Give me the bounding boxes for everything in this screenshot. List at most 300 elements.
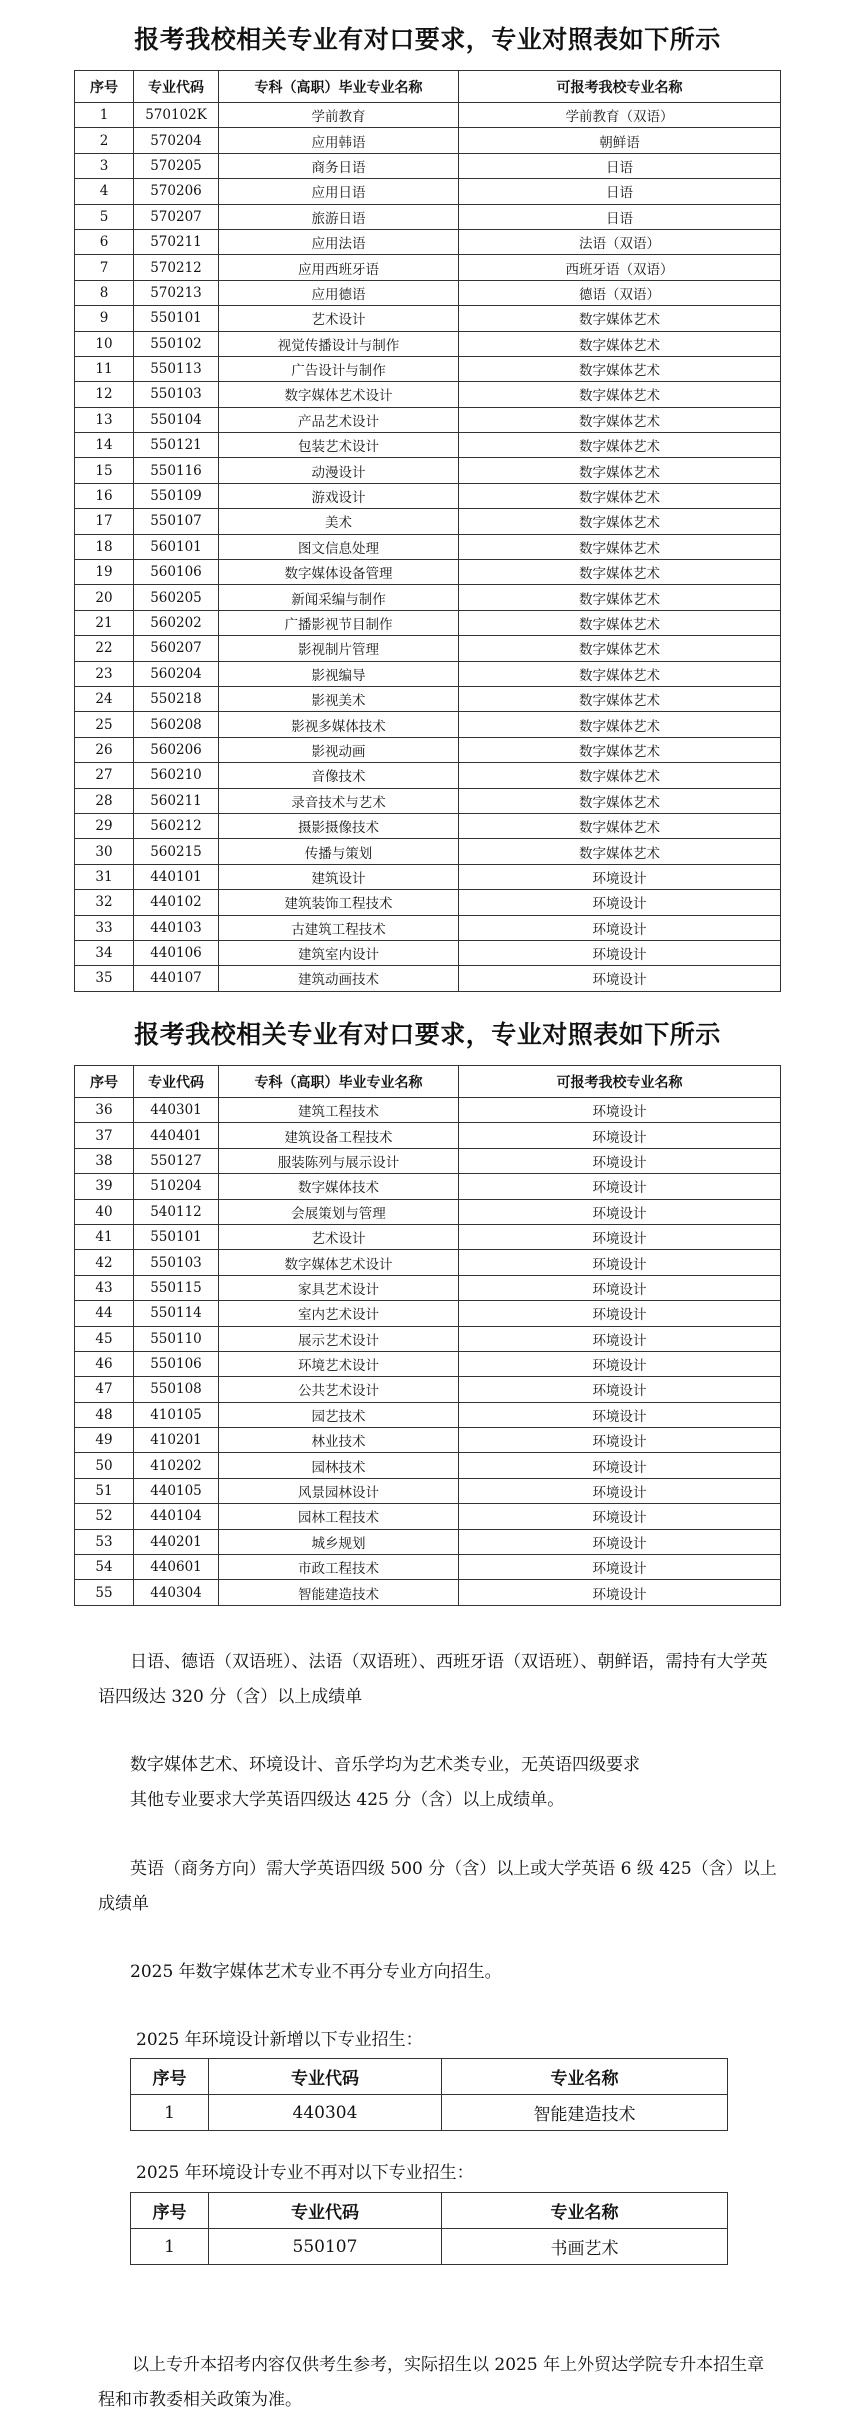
- cell-source-major: 建筑设计: [219, 864, 459, 889]
- table-row: [75, 1275, 781, 1300]
- cell-code: 440101: [134, 864, 219, 889]
- cell-seq: 36: [75, 1098, 134, 1123]
- table-row: [75, 915, 781, 940]
- cell-code: 560202: [134, 610, 219, 635]
- cell-target-major: 环境设计: [459, 1301, 781, 1326]
- cell-target-major: 环境设计: [459, 1351, 781, 1376]
- cell-source-major: 环境艺术设计: [219, 1351, 459, 1376]
- table-row: [75, 1555, 781, 1580]
- cell-target-major: 日语: [459, 204, 781, 229]
- cell-code: 440304: [209, 2095, 442, 2131]
- cell-source-major: 学前教育: [219, 103, 459, 128]
- cell-seq: 54: [75, 1555, 134, 1580]
- cell-code: 410202: [134, 1453, 219, 1478]
- cell-target-major: 数字媒体艺术: [459, 788, 781, 813]
- cell-target-major: 数字媒体艺术: [459, 560, 781, 585]
- cell-code: 560204: [134, 661, 219, 686]
- cell-target-major: 环境设计: [459, 890, 781, 915]
- cell-source-major: 产品艺术设计: [219, 407, 459, 432]
- cell-source-major: 园林技术: [219, 1453, 459, 1478]
- cell-name: 智能建造技术: [442, 2095, 728, 2131]
- cell-code: 560206: [134, 737, 219, 762]
- cell-target-major: 环境设计: [459, 1199, 781, 1224]
- cell-seq: 29: [75, 813, 134, 838]
- cell-code: 570207: [134, 204, 219, 229]
- cell-target-major: 环境设计: [459, 1377, 781, 1402]
- table-row: [75, 1504, 781, 1529]
- cell-code: 570213: [134, 280, 219, 305]
- cell-source-major: 游戏设计: [219, 483, 459, 508]
- table-row: [75, 103, 781, 128]
- cell-target-major: 环境设计: [459, 1428, 781, 1453]
- table-row: [75, 890, 781, 915]
- cell-seq: 15: [75, 458, 134, 483]
- cell-code: 550127: [134, 1148, 219, 1173]
- table-row: [75, 280, 781, 305]
- cell-source-major: 数字媒体艺术设计: [219, 1250, 459, 1275]
- table-row: [75, 1377, 781, 1402]
- cell-name: 书画艺术: [442, 2229, 728, 2265]
- cell-target-major: 法语（双语）: [459, 229, 781, 254]
- table-row: [75, 636, 781, 661]
- cell-source-major: 应用韩语: [219, 128, 459, 153]
- table-row: [75, 940, 781, 965]
- table-row: [75, 864, 781, 889]
- cell-source-major: 会展策划与管理: [219, 1199, 459, 1224]
- cell-code: 440102: [134, 890, 219, 915]
- cell-source-major: 录音技术与艺术: [219, 788, 459, 813]
- cell-target-major: 环境设计: [459, 1224, 781, 1249]
- cell-target-major: 数字媒体艺术: [459, 509, 781, 534]
- cell-target-major: 西班牙语（双语）: [459, 255, 781, 280]
- major-comparison-table-2: [74, 1065, 781, 1606]
- cell-code: 570102K: [134, 103, 219, 128]
- cell-target-major: 学前教育（双语）: [459, 103, 781, 128]
- cell-source-major: 城乡规划: [219, 1529, 459, 1554]
- cell-seq: 27: [75, 763, 134, 788]
- table-row: [75, 1351, 781, 1376]
- table-row: [75, 458, 781, 483]
- cell-code: 560210: [134, 763, 219, 788]
- new-majors-table: [130, 2058, 728, 2131]
- cell-source-major: 新闻采编与制作: [219, 585, 459, 610]
- cell-code: 560211: [134, 788, 219, 813]
- cell-target-major: 数字媒体艺术: [459, 407, 781, 432]
- cell-source-major: 林业技术: [219, 1428, 459, 1453]
- cell-target-major: 数字媒体艺术: [459, 712, 781, 737]
- table-row: [75, 813, 781, 838]
- cell-seq: 5: [75, 204, 134, 229]
- cell-target-major: 数字媒体艺术: [459, 483, 781, 508]
- cell-code: 550106: [134, 1351, 219, 1376]
- header-source-major: 专科（高职）毕业专业名称: [219, 71, 459, 103]
- cell-target-major: 环境设计: [459, 1478, 781, 1503]
- note-art-majors: 数字媒体艺术、环境设计、音乐学均为艺术类专业，无英语四级要求: [130, 1755, 640, 1775]
- header-target-major: 可报考我校专业名称: [459, 1066, 781, 1098]
- table-row: [75, 1428, 781, 1453]
- cell-seq: 55: [75, 1580, 134, 1605]
- cell-seq: 39: [75, 1174, 134, 1199]
- cell-source-major: 传播与策划: [219, 839, 459, 864]
- cell-source-major: 应用法语: [219, 229, 459, 254]
- cell-seq: 41: [75, 1224, 134, 1249]
- cell-source-major: 室内艺术设计: [219, 1301, 459, 1326]
- cell-seq: 43: [75, 1275, 134, 1300]
- table-row: [75, 788, 781, 813]
- table-row: [75, 1199, 781, 1224]
- cell-source-major: 广播影视节目制作: [219, 610, 459, 635]
- table-row: [75, 1478, 781, 1503]
- small-header-seq: 序号: [131, 2193, 209, 2229]
- cell-target-major: 环境设计: [459, 864, 781, 889]
- table-row: [75, 204, 781, 229]
- cell-source-major: 影视美术: [219, 686, 459, 711]
- cell-target-major: 德语（双语）: [459, 280, 781, 305]
- cell-seq: 11: [75, 356, 134, 381]
- cell-code: 550109: [134, 483, 219, 508]
- header-seq: 序号: [75, 71, 134, 103]
- cell-code: 440304: [134, 1580, 219, 1605]
- cell-source-major: 应用德语: [219, 280, 459, 305]
- table-row: [131, 2229, 728, 2265]
- cell-source-major: 数字媒体技术: [219, 1174, 459, 1199]
- removed-majors-table: [130, 2192, 728, 2265]
- cell-code: 560205: [134, 585, 219, 610]
- cell-target-major: 数字媒体艺术: [459, 306, 781, 331]
- table-row: [75, 661, 781, 686]
- cell-source-major: 园艺技术: [219, 1402, 459, 1427]
- cell-seq: 7: [75, 255, 134, 280]
- cell-code: 550101: [134, 1224, 219, 1249]
- header-code: 专业代码: [134, 71, 219, 103]
- cell-seq: 19: [75, 560, 134, 585]
- table-row: [75, 560, 781, 585]
- cell-code: 440107: [134, 966, 219, 991]
- cell-source-major: 建筑设备工程技术: [219, 1123, 459, 1148]
- cell-seq: 35: [75, 966, 134, 991]
- cell-source-major: 家具艺术设计: [219, 1275, 459, 1300]
- table-row: [75, 153, 781, 178]
- cell-code: 560215: [134, 839, 219, 864]
- cell-seq: 51: [75, 1478, 134, 1503]
- table-row: [131, 2095, 728, 2131]
- header-code: 专业代码: [134, 1066, 219, 1098]
- cell-seq: 28: [75, 788, 134, 813]
- cell-seq: 22: [75, 636, 134, 661]
- cell-target-major: 环境设计: [459, 940, 781, 965]
- cell-source-major: 影视制片管理: [219, 636, 459, 661]
- cell-source-major: 影视动画: [219, 737, 459, 762]
- page-title: 报考我校相关专业有对口要求，专业对照表如下所示: [134, 25, 721, 54]
- table-row: [75, 483, 781, 508]
- cell-seq: 12: [75, 382, 134, 407]
- small-header-code: 专业代码: [209, 2193, 442, 2229]
- cell-target-major: 数字媒体艺术: [459, 839, 781, 864]
- cell-seq: 42: [75, 1250, 134, 1275]
- cell-source-major: 动漫设计: [219, 458, 459, 483]
- cell-target-major: 数字媒体艺术: [459, 534, 781, 559]
- cell-target-major: 数字媒体艺术: [459, 331, 781, 356]
- table-row: [75, 1529, 781, 1554]
- cell-code: 440103: [134, 915, 219, 940]
- header-target-major: 可报考我校专业名称: [459, 71, 781, 103]
- cell-seq: 34: [75, 940, 134, 965]
- cell-code: 550103: [134, 382, 219, 407]
- cell-code: 550115: [134, 1275, 219, 1300]
- cell-source-major: 影视编导: [219, 661, 459, 686]
- table-row: [75, 1326, 781, 1351]
- cell-target-major: 环境设计: [459, 1453, 781, 1478]
- cell-source-major: 展示艺术设计: [219, 1326, 459, 1351]
- cell-target-major: 数字媒体艺术: [459, 458, 781, 483]
- cell-code: 550103: [134, 1250, 219, 1275]
- cell-source-major: 视觉传播设计与制作: [219, 331, 459, 356]
- cell-target-major: 环境设计: [459, 1275, 781, 1300]
- cell-target-major: 环境设计: [459, 1098, 781, 1123]
- cell-code: 550107: [134, 509, 219, 534]
- table-row: [75, 839, 781, 864]
- cell-seq: 2: [75, 128, 134, 153]
- cell-code: 440401: [134, 1123, 219, 1148]
- table-row: [75, 1123, 781, 1148]
- cell-target-major: 环境设计: [459, 1529, 781, 1554]
- cell-source-major: 商务日语: [219, 153, 459, 178]
- cell-seq: 24: [75, 686, 134, 711]
- cell-seq: 45: [75, 1326, 134, 1351]
- note-digital-media: 2025 年数字媒体艺术专业不再分专业方向招生。: [130, 1962, 502, 1982]
- cell-target-major: 数字媒体艺术: [459, 585, 781, 610]
- table-row: [75, 763, 781, 788]
- small-header-name: 专业名称: [442, 2059, 728, 2095]
- cell-source-major: 应用西班牙语: [219, 255, 459, 280]
- table-row: [75, 585, 781, 610]
- cell-seq: 1: [131, 2229, 209, 2265]
- cell-code: 510204: [134, 1174, 219, 1199]
- cell-seq: 23: [75, 661, 134, 686]
- table-row: [75, 1580, 781, 1605]
- cell-source-major: 市政工程技术: [219, 1555, 459, 1580]
- cell-code: 560101: [134, 534, 219, 559]
- cell-seq: 33: [75, 915, 134, 940]
- cell-target-major: 数字媒体艺术: [459, 686, 781, 711]
- small-header-name: 专业名称: [442, 2193, 728, 2229]
- cell-source-major: 摄影摄像技术: [219, 813, 459, 838]
- cell-seq: 1: [75, 103, 134, 128]
- cell-seq: 49: [75, 1428, 134, 1453]
- table-row: [75, 1301, 781, 1326]
- cell-seq: 16: [75, 483, 134, 508]
- table-row: [75, 407, 781, 432]
- cell-target-major: 环境设计: [459, 1402, 781, 1427]
- cell-seq: 32: [75, 890, 134, 915]
- cell-seq: 53: [75, 1529, 134, 1554]
- cell-code: 570212: [134, 255, 219, 280]
- cell-seq: 17: [75, 509, 134, 534]
- cell-code: 550218: [134, 686, 219, 711]
- cell-code: 410105: [134, 1402, 219, 1427]
- cell-code: 550102: [134, 331, 219, 356]
- cell-seq: 4: [75, 179, 134, 204]
- cell-seq: 44: [75, 1301, 134, 1326]
- cell-code: 570211: [134, 229, 219, 254]
- cell-code: 550107: [209, 2229, 442, 2265]
- cell-source-major: 数字媒体艺术设计: [219, 382, 459, 407]
- table-row: [75, 966, 781, 991]
- header-seq: 序号: [75, 1066, 134, 1098]
- cell-target-major: 环境设计: [459, 1250, 781, 1275]
- cell-source-major: 建筑动画技术: [219, 966, 459, 991]
- cell-code: 570206: [134, 179, 219, 204]
- table-row: [75, 737, 781, 762]
- cell-target-major: 环境设计: [459, 915, 781, 940]
- table-row: [75, 356, 781, 381]
- cell-seq: 38: [75, 1148, 134, 1173]
- cell-code: 440104: [134, 1504, 219, 1529]
- table-row: [75, 382, 781, 407]
- cell-seq: 8: [75, 280, 134, 305]
- cell-source-major: 风景园林设计: [219, 1478, 459, 1503]
- cell-seq: 18: [75, 534, 134, 559]
- cell-target-major: 日语: [459, 179, 781, 204]
- cell-source-major: 应用日语: [219, 179, 459, 204]
- cell-code: 550116: [134, 458, 219, 483]
- table-row: [75, 433, 781, 458]
- cell-seq: 26: [75, 737, 134, 762]
- cell-seq: 13: [75, 407, 134, 432]
- cell-source-major: 图文信息处理: [219, 534, 459, 559]
- cell-code: 550121: [134, 433, 219, 458]
- table-row: [75, 1250, 781, 1275]
- cell-target-major: 数字媒体艺术: [459, 661, 781, 686]
- cell-seq: 10: [75, 331, 134, 356]
- table-row: [75, 255, 781, 280]
- cell-target-major: 环境设计: [459, 1123, 781, 1148]
- cell-target-major: 朝鲜语: [459, 128, 781, 153]
- cell-source-major: 美术: [219, 509, 459, 534]
- small-header-seq: 序号: [131, 2059, 209, 2095]
- cell-source-major: 艺术设计: [219, 1224, 459, 1249]
- table-row: [75, 128, 781, 153]
- cell-code: 550104: [134, 407, 219, 432]
- cell-target-major: 环境设计: [459, 1148, 781, 1173]
- cell-source-major: 园林工程技术: [219, 1504, 459, 1529]
- cell-code: 560212: [134, 813, 219, 838]
- cell-source-major: 公共艺术设计: [219, 1377, 459, 1402]
- cell-source-major: 艺术设计: [219, 306, 459, 331]
- note-language-requirement: 日语、德语（双语班）、法语（双语班）、西班牙语（双语班）、朝鲜语，需持有大学英语四级达 320 分（含）以上成绩单: [98, 1652, 768, 1707]
- cell-seq: 1: [131, 2095, 209, 2131]
- cell-target-major: 环境设计: [459, 1580, 781, 1605]
- cell-seq: 20: [75, 585, 134, 610]
- cell-code: 440106: [134, 940, 219, 965]
- cell-source-major: 建筑工程技术: [219, 1098, 459, 1123]
- table-row: [75, 1098, 781, 1123]
- cell-source-major: 音像技术: [219, 763, 459, 788]
- cell-seq: 14: [75, 433, 134, 458]
- cell-code: 550114: [134, 1301, 219, 1326]
- cell-seq: 3: [75, 153, 134, 178]
- cell-source-major: 智能建造技术: [219, 1580, 459, 1605]
- cell-target-major: 数字媒体艺术: [459, 433, 781, 458]
- cell-code: 570204: [134, 128, 219, 153]
- cell-code: 550101: [134, 306, 219, 331]
- cell-seq: 9: [75, 306, 134, 331]
- cell-source-major: 古建筑工程技术: [219, 915, 459, 940]
- cell-source-major: 建筑装饰工程技术: [219, 890, 459, 915]
- table-row: [75, 179, 781, 204]
- cell-target-major: 数字媒体艺术: [459, 382, 781, 407]
- cell-target-major: 数字媒体艺术: [459, 610, 781, 635]
- cell-target-major: 日语: [459, 153, 781, 178]
- table-row: [75, 1174, 781, 1199]
- cell-target-major: 数字媒体艺术: [459, 813, 781, 838]
- major-comparison-table-1: [74, 70, 781, 992]
- cell-code: 550113: [134, 356, 219, 381]
- cell-seq: 47: [75, 1377, 134, 1402]
- cell-code: 540112: [134, 1199, 219, 1224]
- new-majors-title: 2025 年环境设计新增以下专业招生：: [136, 2030, 423, 2050]
- table-row: [75, 686, 781, 711]
- cell-source-major: 数字媒体设备管理: [219, 560, 459, 585]
- cell-target-major: 环境设计: [459, 1174, 781, 1199]
- cell-target-major: 数字媒体艺术: [459, 636, 781, 661]
- cell-seq: 21: [75, 610, 134, 635]
- cell-seq: 6: [75, 229, 134, 254]
- note-disclaimer: 以上专升本招考内容仅供考生参考，实际招生以 2025 年上外贸达学院专升本招生章程和市教委相关政策为准。: [98, 2355, 765, 2410]
- table-row: [75, 1224, 781, 1249]
- removed-majors-title: 2025 年环境设计专业不再对以下专业招生：: [136, 2163, 474, 2183]
- header-source-major: 专科（高职）毕业专业名称: [219, 1066, 459, 1098]
- cell-code: 570205: [134, 153, 219, 178]
- cell-seq: 37: [75, 1123, 134, 1148]
- cell-seq: 48: [75, 1402, 134, 1427]
- cell-source-major: 旅游日语: [219, 204, 459, 229]
- table-row: [75, 1148, 781, 1173]
- cell-source-major: 影视多媒体技术: [219, 712, 459, 737]
- cell-seq: 52: [75, 1504, 134, 1529]
- note-other-majors: 其他专业要求大学英语四级达 425 分（含）以上成绩单。: [130, 1790, 565, 1810]
- table-row: [75, 534, 781, 559]
- cell-code: 560208: [134, 712, 219, 737]
- cell-source-major: 服装陈列与展示设计: [219, 1148, 459, 1173]
- cell-seq: 50: [75, 1453, 134, 1478]
- cell-code: 440301: [134, 1098, 219, 1123]
- cell-target-major: 数字媒体艺术: [459, 737, 781, 762]
- cell-code: 550110: [134, 1326, 219, 1351]
- cell-code: 410201: [134, 1428, 219, 1453]
- cell-code: 440105: [134, 1478, 219, 1503]
- note-business-english: 英语（商务方向）需大学英语四级 500 分（含）以上或大学英语 6 级 425（含）以上成绩单: [98, 1859, 777, 1914]
- table-row: [75, 712, 781, 737]
- cell-seq: 40: [75, 1199, 134, 1224]
- table-row: [75, 331, 781, 356]
- cell-code: 560106: [134, 560, 219, 585]
- page-title-2: 报考我校相关专业有对口要求，专业对照表如下所示: [134, 1020, 721, 1049]
- cell-code: 560207: [134, 636, 219, 661]
- table-row: [75, 229, 781, 254]
- cell-seq: 31: [75, 864, 134, 889]
- cell-target-major: 环境设计: [459, 1504, 781, 1529]
- cell-code: 440201: [134, 1529, 219, 1554]
- cell-code: 440601: [134, 1555, 219, 1580]
- cell-seq: 30: [75, 839, 134, 864]
- small-header-code: 专业代码: [209, 2059, 442, 2095]
- cell-target-major: 数字媒体艺术: [459, 763, 781, 788]
- table-row: [75, 610, 781, 635]
- table-row: [75, 1453, 781, 1478]
- cell-target-major: 环境设计: [459, 1555, 781, 1580]
- cell-seq: 25: [75, 712, 134, 737]
